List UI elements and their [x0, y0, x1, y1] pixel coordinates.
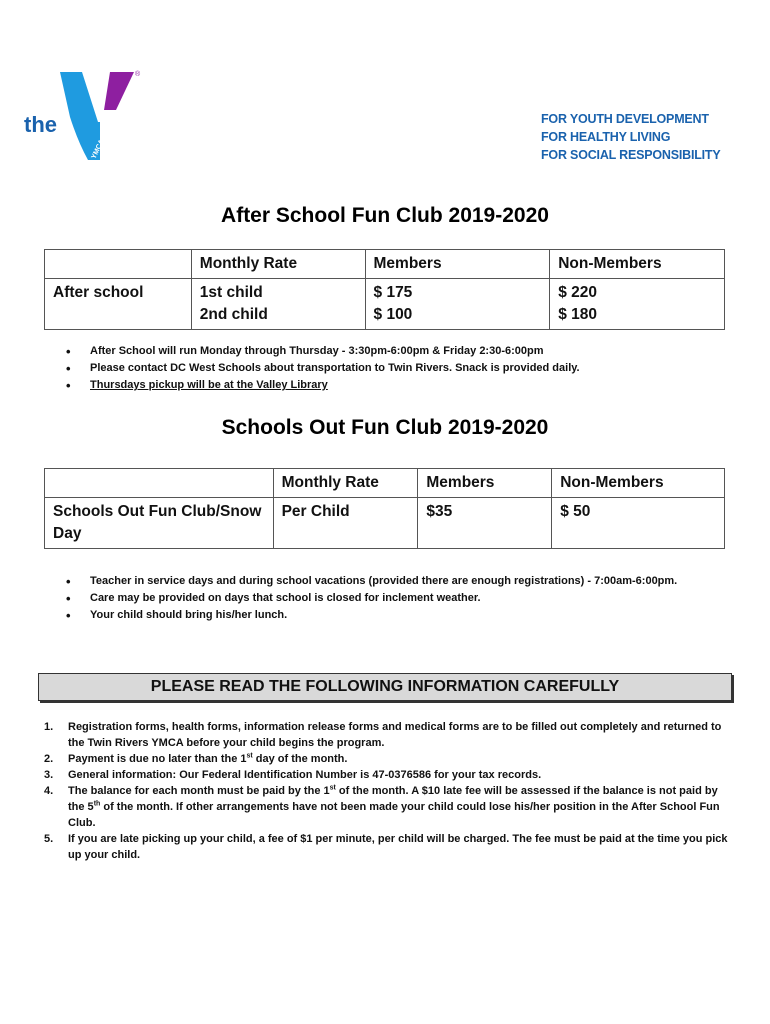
table-header-row	[45, 469, 725, 498]
header-cell: Members	[418, 469, 552, 498]
non-members-price: $ 180	[558, 306, 598, 323]
members-price: $ 175	[373, 284, 413, 301]
underlined-note: Thursdays pickup will be at the Valley Library	[90, 379, 328, 391]
registered-mark: ®	[135, 71, 141, 78]
header-cell	[45, 469, 274, 498]
list-item: • Please contact DC West Schools about transportation to Twin Rivers. Snack is provided daily.	[64, 360, 724, 377]
item-number: 1.	[44, 721, 54, 733]
schools-out-rates-table	[44, 468, 725, 549]
item-number: 3.	[44, 769, 54, 781]
tagline-line: FOR SOCIAL RESPONSIBILITY	[541, 148, 721, 162]
after-school-title: After School Fun Club 2019-2020	[221, 204, 549, 227]
list-item	[44, 719, 728, 751]
non-members-cell: $ 50	[552, 498, 725, 549]
rate-cell	[191, 279, 365, 330]
item-text: General information: Our Federal Identification Number is 47-0376586 for your tax records.	[68, 769, 542, 781]
rate-line: 1st child	[199, 284, 263, 301]
superscript: st	[246, 752, 253, 760]
list-item	[64, 377, 724, 394]
header-cell: Monthly Rate	[191, 250, 365, 279]
members-cell: $35	[418, 498, 552, 549]
row-label: Schools Out Fun Club/Snow Day	[45, 498, 274, 549]
item-text: If you are late picking up your child, a fee of $1 per minute, per child will be charged. The fee must be paid at the time you pick up your child.	[68, 833, 728, 861]
ymca-logo-text: YMCA	[90, 138, 106, 161]
after-school-notes	[64, 343, 724, 394]
item-number: 2.	[44, 753, 54, 765]
item-number: 4.	[44, 785, 54, 797]
item-text: The balance for each month must be paid by the 1	[68, 785, 330, 797]
superscript: st	[329, 784, 336, 792]
non-members-price: $ 220	[558, 284, 598, 301]
item-text: Registration forms, health forms, information release forms and medical forms are to be filled out completely and returned to the Twin Rivers YMCA before your child begins the program.	[68, 721, 722, 749]
header-cell: Members	[365, 250, 550, 279]
list-item: • After School will run Monday through Thursday - 3:30pm-6:00pm & Friday 2:30-6:00pm	[64, 343, 724, 360]
item-text: of the month. A $10 late fee will be assessed if the balance is not paid by the 5	[68, 785, 718, 813]
tagline-line: FOR HEALTHY LIVING	[541, 130, 671, 144]
rate-cell: Per Child	[273, 498, 418, 549]
superscript: th	[93, 800, 101, 808]
members-price: $ 100	[373, 306, 413, 323]
schools-out-title: Schools Out Fun Club 2019-2020	[221, 416, 549, 439]
table-header-row	[45, 250, 725, 279]
tagline-line: FOR YOUTH DEVELOPMENT	[541, 112, 709, 126]
list-item: • Your child should bring his/her lunch.	[64, 607, 724, 624]
schools-out-notes	[64, 573, 724, 624]
ymca-logo	[24, 62, 154, 172]
item-number: 5.	[44, 833, 54, 845]
ymca-y-logo-icon	[24, 62, 154, 172]
item-text: of the month. If other arrangements have not been made your child could lose his/her position in the After School Fun Club.	[68, 801, 720, 829]
header-cell	[45, 250, 192, 279]
list-item	[44, 767, 728, 783]
header-cell: Monthly Rate	[273, 469, 418, 498]
list-item: • Care may be provided on days that school is closed for inclement weather.	[64, 590, 724, 607]
after-school-rates-table	[44, 249, 725, 330]
list-item	[44, 831, 728, 863]
list-item: • Teacher in service days and during school vacations (provided there are enough registrations) - 7:00am-6:00pm.	[64, 573, 724, 590]
read-carefully-banner: PLEASE READ THE FOLLOWING INFORMATION CAREFULLY	[38, 673, 732, 701]
non-members-cell	[550, 279, 725, 330]
table-row	[45, 498, 725, 549]
information-list	[44, 719, 728, 863]
table-row	[45, 279, 725, 330]
header-cell: Non-Members	[552, 469, 725, 498]
row-label: After school	[45, 279, 192, 330]
item-text: Payment is due no later than the 1	[68, 753, 247, 765]
list-item	[44, 751, 728, 767]
logo-the-text: the	[24, 112, 57, 137]
members-cell	[365, 279, 550, 330]
rate-line: 2nd child	[199, 306, 268, 323]
tagline	[541, 110, 721, 164]
list-item	[44, 783, 728, 831]
header-cell: Non-Members	[550, 250, 725, 279]
item-text: day of the month.	[252, 753, 348, 765]
